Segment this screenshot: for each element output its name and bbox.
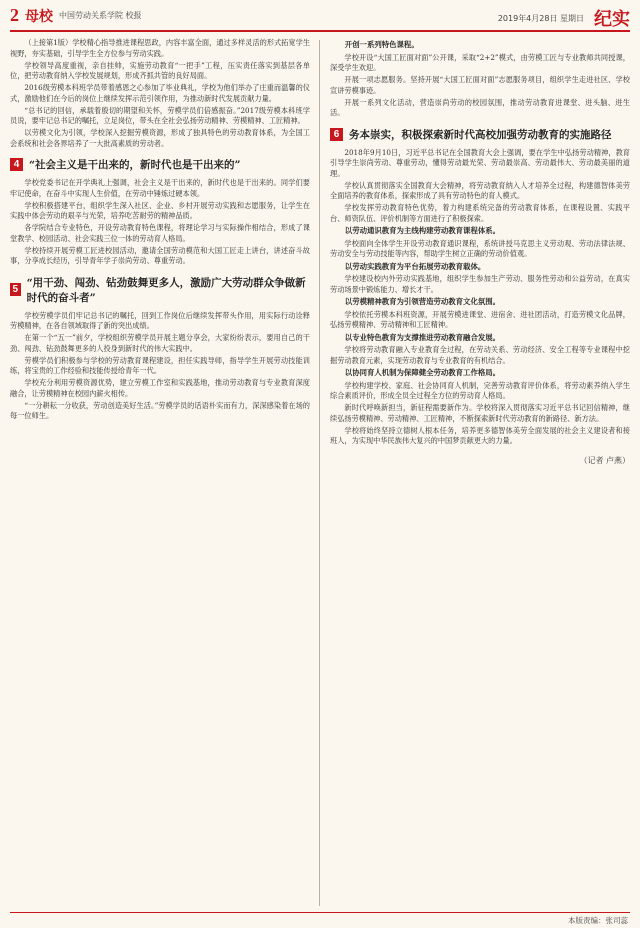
footer-rule — [10, 912, 630, 913]
paragraph: “一分耕耘一分收获，劳动创造美好生活。”劳模学员的话语朴实而有力，深深感染着在场的每一位师生。 — [10, 400, 310, 420]
paragraph: 学校积极搭建平台，组织学生深入社区、企业、乡村开展劳动实践和志愿服务，让学生在实践中体会劳动的艰辛与光荣，培养吃苦耐劳的精神品质。 — [10, 200, 310, 220]
paragraph: 以劳模文化为引领，学校深入挖掘劳模资源，形成了独具特色的劳动教育体系，为全国工会系统和社会各界培养了一大批高素质的劳动者。 — [10, 128, 310, 148]
section-number-badge: 4 — [10, 158, 23, 171]
sub-heading: 以专业特色教育为支撑推进劳动教育融合发展。 — [344, 332, 501, 342]
section-title: “社会主义是干出来的，新时代也是干出来的” — [29, 159, 241, 171]
paragraph: 2016级劳模本科班学员带着感恩之心参加了毕业典礼，学校为他们举办了庄重而温馨的仪式，激励他们在今后的岗位上继续发挥示范引领作用，为推动新时代发展贡献力量。 — [10, 83, 310, 103]
header-right — [498, 5, 630, 31]
paragraph: 学校将始终坚持立德树人根本任务，培养更多德智体美劳全面发展的社会主义建设者和接班人，为实现中华民族伟大复兴的中国梦贡献更大的力量。 — [330, 425, 630, 445]
section-heading-5 — [10, 275, 310, 305]
sub-heading: 以劳模精神教育为引领营造劳动教育文化氛围。 — [344, 297, 501, 306]
paragraph: 学校劳模学员们牢记总书记的嘱托，回到工作岗位后继续发挥带头作用，用实际行动诠释劳模精神，在各自领域取得了新的突出成绩。 — [10, 310, 310, 330]
page-footer — [0, 912, 640, 928]
paragraph: （上接第1版）学校精心指导推进课程思政，内容丰富全面，通过多样灵活的形式拓宽学生视野，夯实基础，引导学生全方位参与劳动实践。 — [10, 38, 310, 58]
sub-heading: 以协同育人机制为保障健全劳动教育工作格局。 — [344, 368, 501, 377]
paragraph: 学校建设校内外劳动实践基地，组织学生参加生产劳动、服务性劳动和公益劳动，在真实劳动场景中锻炼能力、增长才干。 — [330, 274, 630, 294]
paragraph: 学校党委书记在开学典礼上强调，社会主义是干出来的，新时代也是干出来的。同学们要牢记使命，在奋斗中实现人生价值，在劳动中锤炼过硬本领。 — [10, 178, 310, 198]
paragraph: 各学院结合专业特色，开设劳动教育特色课程，将理论学习与实际操作相结合，形成了课堂教学、校园活动、社会实践三位一体的劳动育人格局。 — [10, 223, 310, 243]
paragraph: 学校发挥劳动教育特色优势，着力构建系统完备的劳动教育体系，在课程设置、实践平台、师资队伍、评价机制等方面进行了积极探索。 — [330, 203, 630, 223]
page-number: 2 — [10, 5, 19, 25]
paragraph: 学校持续开展劳模工匠进校园活动，邀请全国劳动模范和大国工匠走上讲台，讲述奋斗故事，分享成长经历，引导青年学子崇尚劳动、尊重劳动。 — [10, 245, 310, 265]
section-name: 纪实 — [594, 9, 630, 30]
paragraph: 在第一个“五一”前夕，学校组织劳模学员开展主题分享会，大家纷纷表示，要用自己的干劲、闯劲、钻劲鼓舞更多的人投身到新时代的伟大实践中。 — [10, 333, 310, 353]
intro-block — [10, 38, 310, 149]
section-heading-6 — [330, 127, 630, 142]
section-title: “用干劲、闯劲、钻劲鼓舞更多人，激励广大劳动群众争做新时代的奋斗者” — [26, 276, 306, 304]
paragraph: 学校领导高度重视，亲自挂帅，实施劳动教育“一把手”工程，压实责任落实到基层各单位，把劳动教育纳入学校发展规划，形成齐抓共管的良好局面。 — [10, 60, 310, 80]
newspaper-logo: 母校 — [25, 8, 53, 25]
reporter-signoff: （记者 卢燕） — [579, 455, 630, 465]
page-header — [0, 0, 640, 34]
paragraph: 新时代呼唤新担当，新征程需要新作为。学校将深入贯彻落实习近平总书记回信精神，继续弘扬劳模精神、劳动精神、工匠精神，不断探索新时代劳动教育的新路径、新方法。 — [330, 403, 630, 423]
header-left — [10, 5, 142, 26]
publication-name: 中国劳动关系学院 校报 — [59, 11, 142, 20]
paragraph: 2018年9月10日，习近平总书记在全国教育大会上强调，要在学生中弘扬劳动精神，教育引导学生崇尚劳动、尊重劳动，懂得劳动最光荣、劳动最崇高、劳动最伟大、劳动最美丽的道理。 — [330, 147, 630, 178]
section-number-badge: 5 — [10, 283, 21, 296]
editor-credit: 本版责编：张司蕊 — [568, 916, 628, 925]
paragraph: 学校依托劳模本科班资源，开展劳模进课堂、进宿舍、进社团活动，打造劳模文化品牌，弘扬劳模精神、劳动精神和工匠精神。 — [330, 309, 630, 329]
paragraph: 开展一项志愿服务。坚持开展“大国工匠面对面”志愿服务项目，组织学生走进社区、学校宣讲劳模事迹。 — [330, 75, 630, 95]
section-heading-4 — [10, 157, 310, 172]
paragraph: 学校将劳动教育融入专业教育全过程，在劳动关系、劳动经济、安全工程等专业课程中挖掘劳动教育元素，实现劳动教育与专业教育的有机结合。 — [330, 345, 630, 365]
paragraph: 学校构建学校、家庭、社会协同育人机制，完善劳动教育评价体系，将劳动素养纳入学生综合素质评价，形成全员全过程全方位的劳动育人格局。 — [330, 380, 630, 400]
paragraph: 劳模学员们积极参与学校的劳动教育课程建设，担任实践导师，指导学生开展劳动技能训练，将宝贵的工作经验和技能传授给青年一代。 — [10, 355, 310, 375]
paragraph: 开展一系列文化活动，营造崇尚劳动的校园氛围，推动劳动教育进课堂、进头脑、进生活。 — [330, 97, 630, 117]
section-title: 务本崇实，积极探索新时代高校加强劳动教育的实施路径 — [349, 128, 612, 141]
paragraph: 学校充分利用劳模资源优势，建立劳模工作室和实践基地，推动劳动教育与专业教育深度融合，让劳模精神在校园内薪火相传。 — [10, 378, 310, 398]
left-column — [10, 38, 310, 908]
sub-heading: 开创一系列特色课程。 — [344, 40, 419, 49]
header-rule — [10, 30, 630, 32]
section-number-badge: 6 — [330, 128, 343, 141]
paragraph: 学校面向全体学生开设劳动教育通识课程，系统讲授马克思主义劳动观、劳动法律法规、劳动安全与劳动技能等内容，帮助学生树立正确的劳动价值观。 — [330, 238, 630, 258]
column-divider — [319, 40, 320, 906]
paragraph: 学校开设“大国工匠面对面”公开课，采取“2+2”模式，由劳模工匠与专业教师共同授课，深受学生欢迎。 — [330, 52, 630, 72]
sub-heading: 以劳动实践教育为平台拓展劳动教育载体。 — [344, 261, 486, 271]
paragraph: “总书记的回信，承载着殷切的期望和关怀，劳模学员们倍感振奋。”2017级劳模本科班学员说，要牢记总书记的嘱托，立足岗位，带头在全社会弘扬劳动精神、劳模精神、工匠精神。 — [10, 105, 310, 125]
issue-date: 2019年4月28日 星期日 — [497, 13, 584, 23]
sub-heading: 以劳动通识教育为主线构建劳动教育课程体系。 — [344, 226, 501, 235]
paragraph: 学校认真贯彻落实全国教育大会精神，将劳动教育纳入人才培养全过程，构建德智体美劳全面培养的教育体系，探索形成了具有劳动特色的育人模式。 — [330, 180, 630, 200]
right-column — [330, 38, 630, 908]
